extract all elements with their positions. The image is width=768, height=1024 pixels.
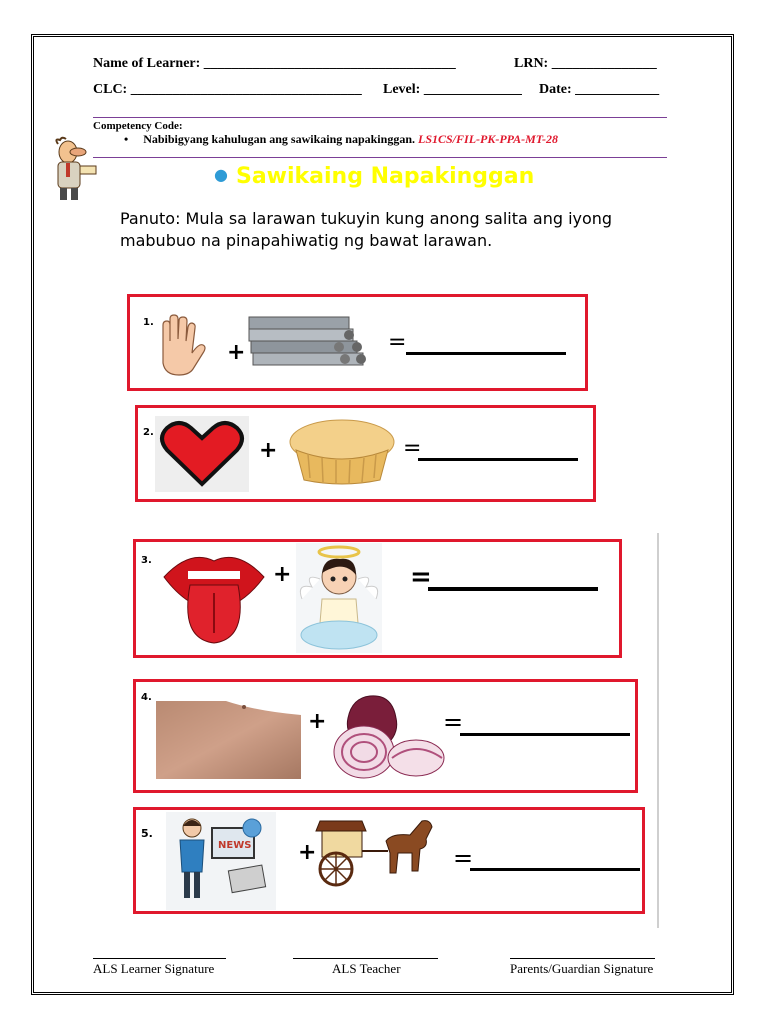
horse-carriage-icon: [314, 811, 444, 889]
answer-line-2[interactable]: [418, 458, 578, 461]
item-number-1: 1.: [143, 317, 154, 328]
bullet-icon: ●: [214, 165, 228, 184]
date-field[interactable]: Date: ____________: [539, 82, 660, 97]
plus-sign-1: +: [227, 340, 246, 365]
answer-line-5[interactable]: [470, 868, 640, 871]
equals-sign-1: =: [388, 330, 407, 355]
red-onion-icon: [330, 690, 448, 784]
learner-signature-line[interactable]: [93, 958, 226, 959]
svg-text:NEWS: NEWS: [218, 840, 252, 851]
equals-sign-2: =: [403, 436, 422, 461]
tongue-lips-icon: [160, 549, 268, 647]
teacher-signature-line[interactable]: [293, 958, 438, 959]
competency-label: Competency Code:: [93, 120, 183, 132]
learner-signature-label: ALS Learner Signature: [93, 961, 215, 976]
plus-sign-5: +: [298, 840, 317, 865]
equals-sign-5: =: [453, 844, 474, 872]
competency-text: Nabibigyang kahulugan ang sawikaing napakinggan.: [143, 132, 415, 146]
answer-line-1[interactable]: [406, 352, 566, 355]
item-number-5: 5.: [141, 827, 153, 840]
steel-bars-icon: [249, 315, 365, 375]
heart-icon: [155, 416, 249, 492]
hand-icon: [155, 313, 211, 377]
divider-top: [93, 117, 667, 118]
instructions: Panuto: Mula sa larawan tukuyin kung anong salita ang iyong mabubuo na pinapahiwatig ng bawat larawan.: [120, 209, 613, 250]
teacher-signature-label: ALS Teacher: [332, 961, 401, 976]
lrn-field[interactable]: LRN: _______________: [514, 56, 657, 71]
level-field[interactable]: Level: ______________: [383, 82, 522, 97]
equals-sign-4: =: [443, 708, 464, 736]
competency-code: LS1CS/FIL-PK-PPA-MT-28: [418, 132, 559, 146]
teacher-mascot-icon: [46, 136, 104, 202]
item-number-2: 2.: [143, 427, 154, 438]
angel-child-icon: [296, 543, 382, 653]
equals-sign-3: =: [410, 562, 432, 592]
divider-bottom: [93, 157, 667, 158]
cupcake-icon: [288, 418, 396, 486]
plus-sign-3: +: [273, 562, 292, 587]
answer-line-3[interactable]: [428, 587, 598, 591]
guardian-signature-label: Parents/Guardian Signature: [510, 961, 654, 976]
answer-line-4[interactable]: [460, 733, 630, 736]
competency-item: • Nabibigyang kahulugan ang sawikaing napakinggan. LS1CS/FIL-PK-PPA-MT-28: [124, 132, 559, 146]
title-text: Sawikaing Napakinggan: [235, 164, 535, 189]
guardian-signature-line[interactable]: [510, 958, 655, 959]
clc-field[interactable]: CLC: _________________________________: [93, 82, 362, 97]
margin-scrollbar-line: [657, 533, 659, 928]
worksheet-title: [214, 164, 534, 189]
item-number-4: 4.: [141, 692, 152, 703]
name-of-learner-field[interactable]: Name of Learner: ____________________________________: [93, 56, 456, 71]
skin-back-icon: [156, 701, 301, 779]
news-reporter-icon: [166, 812, 276, 910]
item-number-3: 3.: [141, 555, 152, 566]
plus-sign-2: +: [259, 438, 278, 463]
plus-sign-4: +: [308, 709, 327, 734]
